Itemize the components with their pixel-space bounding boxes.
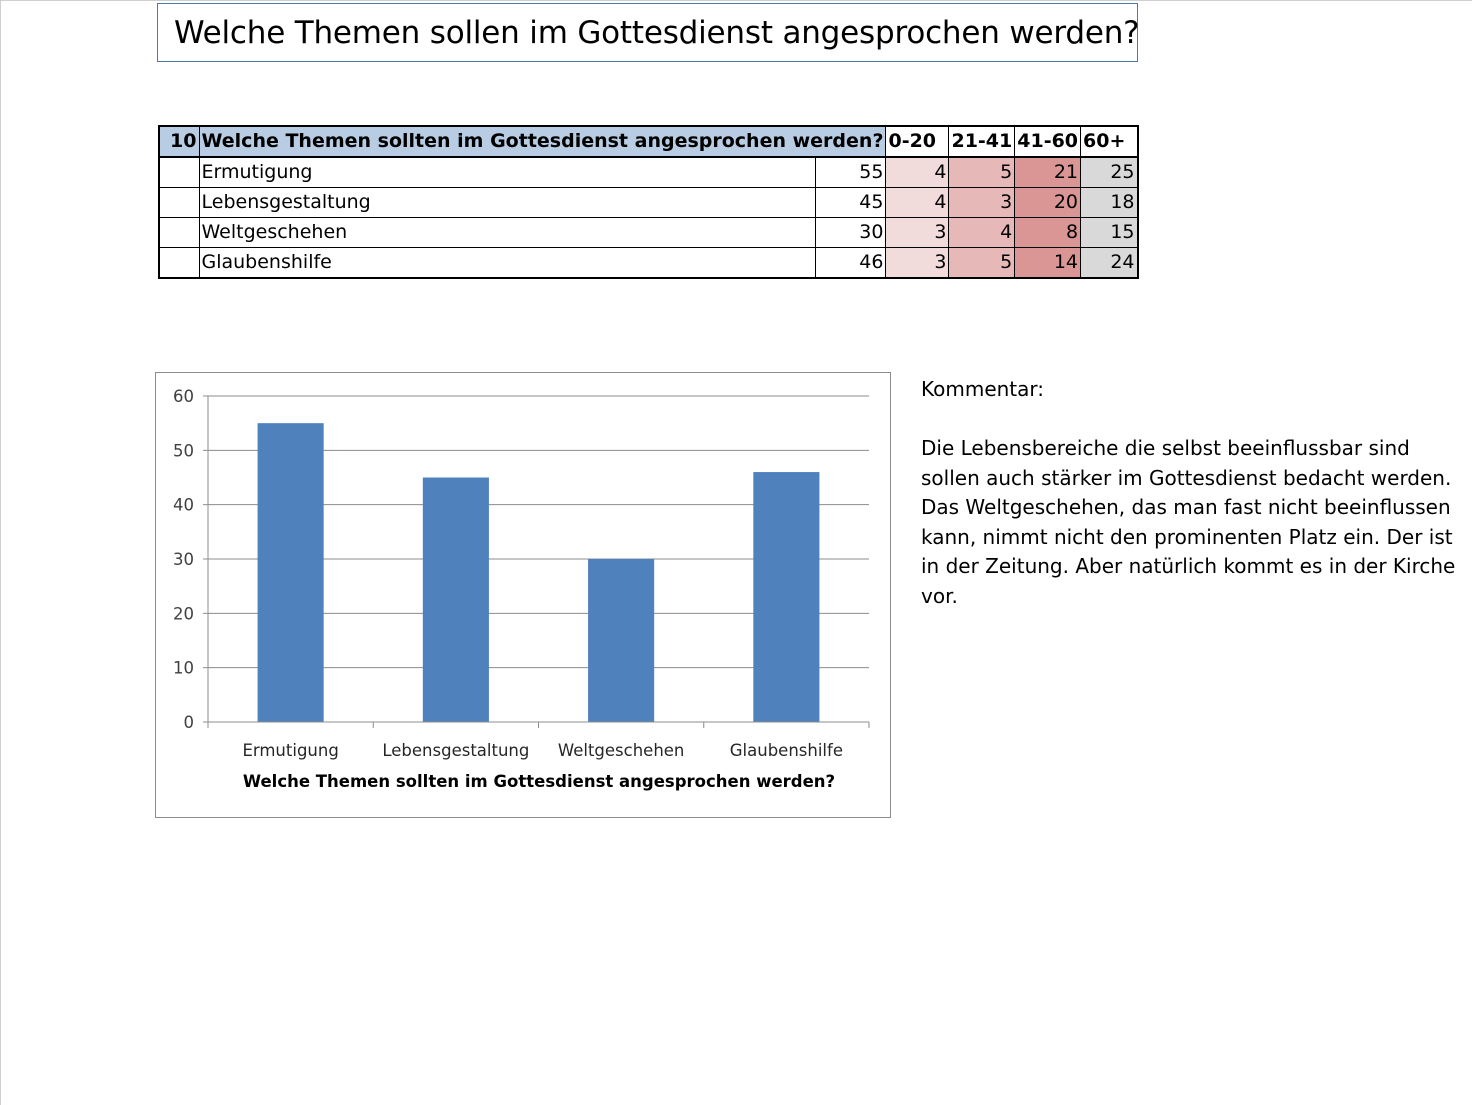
bar	[753, 472, 819, 722]
comment-heading: Kommentar:	[921, 377, 1045, 401]
survey-table	[158, 125, 1139, 279]
total-value: 30	[815, 218, 886, 248]
page-edge	[0, 0, 1, 1105]
slide-title	[157, 3, 1138, 62]
bars	[258, 423, 820, 722]
age-value: 25	[1081, 157, 1138, 188]
y-tick-label: 60	[173, 387, 194, 406]
topic-label: Weltgeschehen	[199, 218, 815, 248]
topic-label: Ermutigung	[199, 157, 815, 188]
x-tick-label: Weltgeschehen	[557, 741, 685, 760]
x-tick-label: Glaubenshilfe	[729, 741, 843, 760]
empty-cell	[159, 218, 199, 248]
x-axis-title: Welche Themen sollten im Gottesdienst angesprochen werden?	[242, 772, 836, 791]
chart-canvas	[156, 373, 892, 819]
table-row	[159, 248, 1138, 279]
age-value: 24	[1081, 248, 1138, 279]
empty-cell	[159, 248, 199, 279]
y-tick-label: 0	[183, 713, 194, 732]
comment-line: kann, nimmt nicht den prominenten Platz ein. Der ist	[921, 524, 1453, 549]
topic-label: Lebensgestaltung	[199, 188, 815, 218]
total-value: 55	[815, 157, 886, 188]
total-value: 45	[815, 188, 886, 218]
table-header-row	[159, 126, 1138, 157]
table-row	[159, 188, 1138, 218]
topic-label: Glaubenshilfe	[199, 248, 815, 279]
age-value: 3	[949, 188, 1015, 218]
age-value: 5	[949, 248, 1015, 279]
y-tick-label: 10	[173, 658, 194, 678]
age-header: 21-41	[949, 126, 1015, 157]
age-value: 20	[1015, 188, 1081, 218]
age-value: 3	[886, 248, 949, 279]
y-tick-label: 30	[173, 550, 194, 569]
x-tick-label: Ermutigung	[242, 741, 339, 760]
table-row	[159, 157, 1138, 188]
comment-block	[921, 375, 1461, 611]
y-tick-label: 40	[173, 495, 194, 515]
comment-line: in der Zeitung. Aber natürlich kommt es in der Kirche	[921, 554, 1456, 578]
bar	[588, 559, 654, 722]
comment-line: vor.	[921, 583, 958, 608]
age-value: 4	[886, 157, 949, 188]
total-value: 46	[815, 248, 886, 279]
age-value: 14	[1015, 248, 1081, 279]
page-edge-top	[0, 0, 1472, 1]
age-value: 4	[886, 188, 949, 218]
x-tick-label: Lebensgestaltung	[382, 741, 530, 760]
age-header: 60+	[1081, 126, 1138, 157]
slide-title-text: Welche Themen sollen im Gottesdienst angesprochen werden?	[174, 14, 1140, 51]
empty-cell	[159, 188, 199, 218]
y-tick-label: 20	[173, 604, 194, 624]
table-row	[159, 218, 1138, 248]
comment-line: sollen auch stärker im Gottesdienst bedacht werden.	[921, 465, 1452, 490]
age-value: 21	[1015, 157, 1081, 188]
age-value: 8	[1015, 218, 1081, 248]
empty-cell	[159, 157, 199, 188]
age-header: 0-20	[886, 126, 949, 157]
y-tick-label: 50	[173, 441, 194, 461]
comment-line: Das Weltgeschehen, das man fast nicht beeinflussen	[921, 495, 1451, 519]
bar-chart	[155, 372, 891, 818]
age-value: 5	[949, 157, 1015, 188]
comment-line: Die Lebensbereiche die selbst beeinflussbar sind	[921, 436, 1410, 460]
question-text: Welche Themen sollten im Gottesdienst angesprochen werden?	[199, 126, 886, 157]
question-number: 10	[159, 126, 199, 157]
age-header: 41-60	[1015, 126, 1081, 157]
age-value: 4	[949, 218, 1015, 248]
bar	[258, 423, 324, 722]
age-value: 3	[886, 218, 949, 248]
bar	[423, 478, 489, 723]
age-value: 15	[1081, 218, 1138, 248]
age-value: 18	[1081, 188, 1138, 218]
